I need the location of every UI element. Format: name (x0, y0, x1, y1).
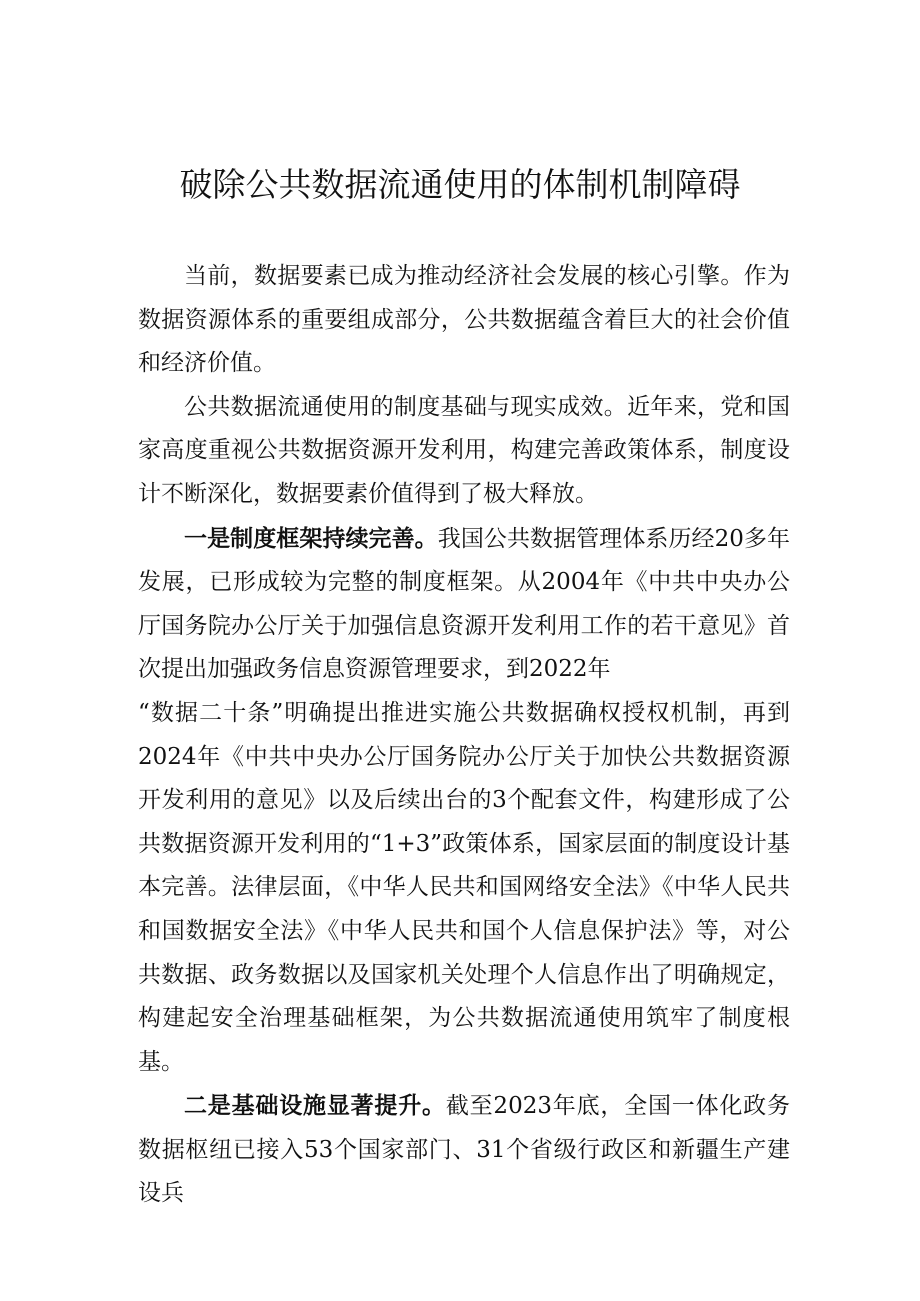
document-body (138, 255, 790, 1216)
document-title: 破除公共数据流通使用的体制机制障碍 (179, 165, 741, 204)
paragraph-framework (138, 517, 790, 1085)
framework-lead: 一是制度框架持续完善。 (184, 524, 438, 552)
infrastructure-lead: 二是基础设施显著提升。 (184, 1092, 446, 1120)
infrastructure-text: 截至2023年底，全国一体化政务数据枢纽已接入53个国家部门、31个省级行政区和新疆生产建设兵 (138, 1093, 790, 1207)
paragraph-infrastructure (138, 1084, 790, 1216)
framework-text-b: “数据二十条”明确提出推进实施公共数据确权授权机制，再到2024年《中共中央办公厅国务院办公厅关于加快公共数据资源开发利用的意见》以及后续出台的3个配套文件，构建形成了公共数据资源开发利用的“1+3”政策体系，国家层面的制度设计基本完善。法律层面，《中华人民共和国网络安全法》《中华人民共和国数据安全法》《中华人民共和国个人信息保护法》等，对公共数据、政务数据以及国家机关处理个人信息作出了明确规定，构建起安全治理基础框架，为公共数据流通使用筑牢了制度根基。 (138, 699, 790, 1075)
framework-text-a: 我国公共数据管理体系历经20多年发展，已形成较为完整的制度框架。从2004年《中共中央办公厅国务院办公厅关于加强信息资源开发利用工作的若干意见》首次提出加强政务信息资源管理要求，到2022年 (138, 525, 790, 683)
paragraph-intro: 当前，数据要素已成为推动经济社会发展的核心引擎。作为数据资源体系的重要组成部分，公共数据蕴含着巨大的社会价值和经济价值。 (138, 263, 790, 377)
paragraph-foundation: 公共数据流通使用的制度基础与现实成效。近年来，党和国家高度重视公共数据资源开发利用，构建完善政策体系，制度设计不断深化，数据要素价值得到了极大释放。 (138, 393, 790, 507)
